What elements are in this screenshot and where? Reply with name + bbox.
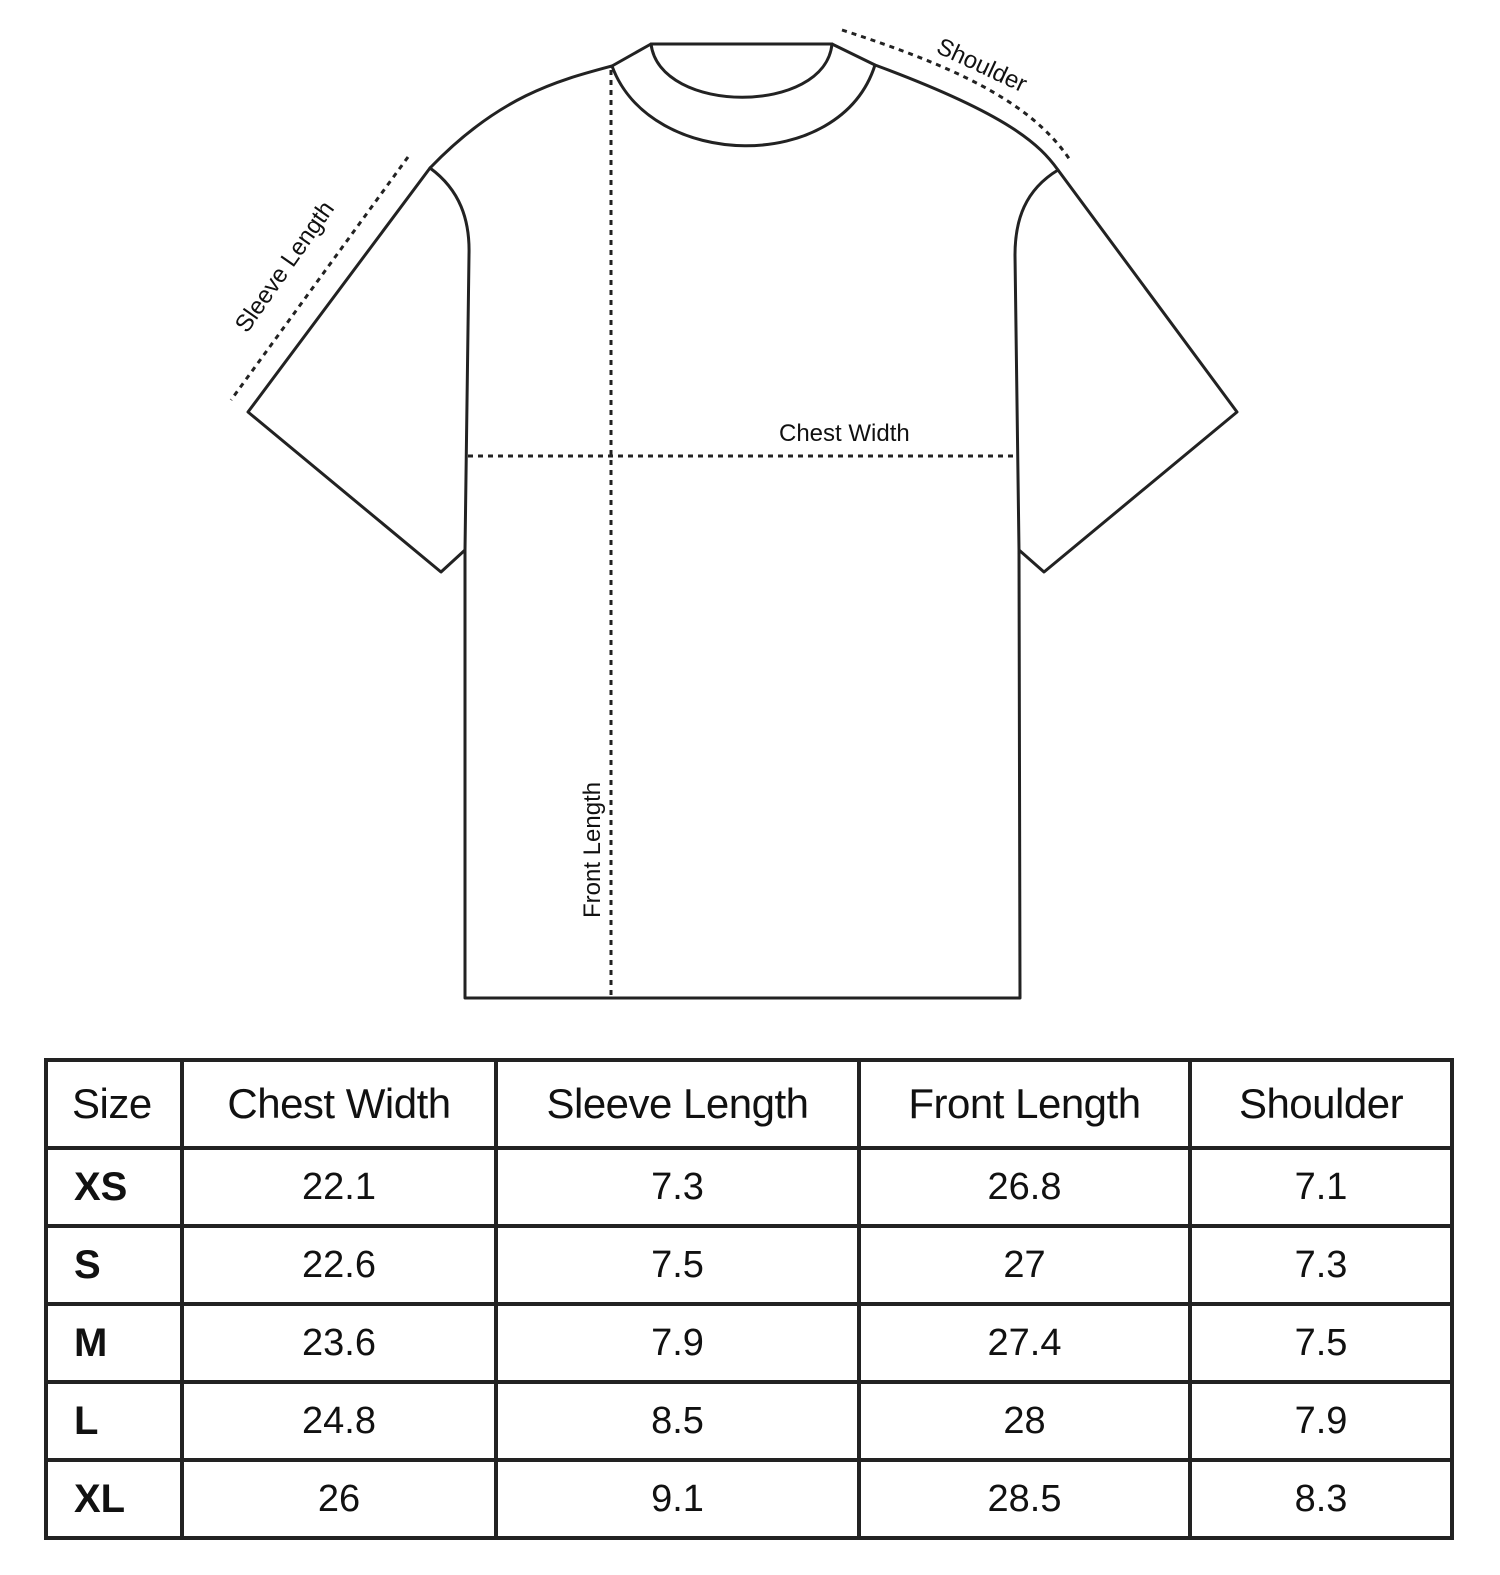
sleeve-length-label: Sleeve Length (229, 196, 340, 338)
table-row (46, 1148, 1452, 1226)
header-size: Size (46, 1060, 182, 1148)
shoulder-cell: 7.5 (1190, 1304, 1452, 1382)
sleeve-length-cell: 7.9 (496, 1304, 859, 1382)
shoulder-label: Shoulder (932, 32, 1031, 99)
shoulder-cell: 7.1 (1190, 1148, 1452, 1226)
collar-outer (612, 65, 875, 146)
sleeve-length-cell: 7.3 (496, 1148, 859, 1226)
chest-width-cell: 24.8 (182, 1382, 496, 1460)
header-shoulder: Shoulder (1190, 1060, 1452, 1148)
size-cell: S (46, 1226, 182, 1304)
table-row (46, 1304, 1452, 1382)
front-length-cell: 27.4 (859, 1304, 1190, 1382)
size-cell: XS (46, 1148, 182, 1226)
shoulder-cell: 7.9 (1190, 1382, 1452, 1460)
chest-width-cell: 22.6 (182, 1226, 496, 1304)
header-chest-width: Chest Width (182, 1060, 496, 1148)
front-length-cell: 28 (859, 1382, 1190, 1460)
chest-width-cell: 26 (182, 1460, 496, 1538)
shoulder-cell: 8.3 (1190, 1460, 1452, 1538)
header-front-length: Front Length (859, 1060, 1190, 1148)
front-length-cell: 28.5 (859, 1460, 1190, 1538)
front-length-cell: 27 (859, 1226, 1190, 1304)
right-armhole (1015, 170, 1058, 550)
sleeve-length-cell: 9.1 (496, 1460, 859, 1538)
front-length-label: Front Length (579, 781, 606, 918)
chest-width-label: Chest Width (779, 420, 910, 447)
table-row (46, 1226, 1452, 1304)
size-chart-table (44, 1058, 1454, 1540)
sleeve-length-guide (231, 157, 408, 400)
header-sleeve-length: Sleeve Length (496, 1060, 859, 1148)
shoulder-cell: 7.3 (1190, 1226, 1452, 1304)
size-cell: L (46, 1382, 182, 1460)
table-header-row (46, 1060, 1452, 1148)
sleeve-length-cell: 8.5 (496, 1382, 859, 1460)
sleeve-length-cell: 7.5 (496, 1226, 859, 1304)
chest-width-cell: 23.6 (182, 1304, 496, 1382)
size-cell: M (46, 1304, 182, 1382)
chest-width-cell: 22.1 (182, 1148, 496, 1226)
tshirt-outline (248, 44, 1237, 998)
collar-inner (651, 44, 832, 97)
left-armhole (430, 168, 469, 550)
front-length-cell: 26.8 (859, 1148, 1190, 1226)
table-row (46, 1382, 1452, 1460)
table-row (46, 1460, 1452, 1538)
size-cell: XL (46, 1460, 182, 1538)
